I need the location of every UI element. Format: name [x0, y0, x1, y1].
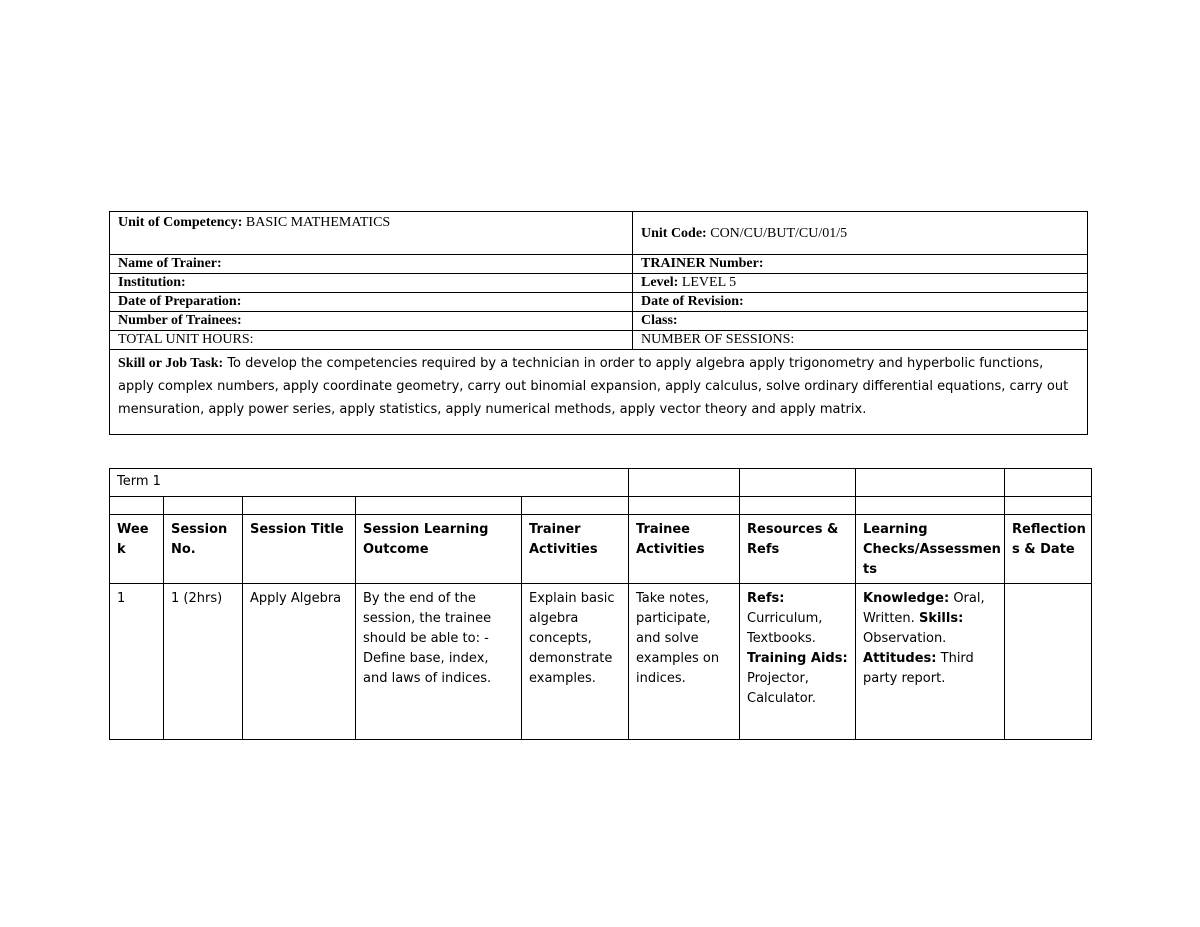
skill-or-job-task-label: Skill or Job Task: — [118, 356, 224, 371]
spacer-cell — [856, 497, 1005, 515]
knowledge-label: Knowledge: — [863, 591, 950, 606]
unit-code-label: Unit Code: — [641, 226, 707, 241]
number-of-sessions-label: NUMBER OF SESSIONS: — [641, 332, 795, 347]
table-row — [110, 584, 1092, 740]
skills-value: Observation. — [863, 631, 947, 646]
cell-trainer-activities: Explain basic algebra concepts, demonstrate examples. — [522, 584, 629, 740]
level-label: Level: — [641, 275, 679, 290]
number-of-sessions-cell — [633, 331, 1088, 350]
spacer-cell — [110, 497, 164, 515]
level-value: LEVEL 5 — [681, 275, 737, 290]
institution-label: Institution: — [118, 275, 186, 290]
cell-session-no: 1 (2hrs) — [164, 584, 243, 740]
training-aids-label: Training Aids: — [747, 651, 848, 666]
date-of-revision-cell — [633, 293, 1088, 312]
refs-label: Refs: — [747, 591, 785, 606]
header-trainer-activities: Trainer Activities — [522, 515, 629, 584]
unit-code-value: CON/CU/BUT/CU/01/5 — [710, 226, 848, 241]
term-empty-cell — [1005, 469, 1092, 497]
number-of-trainees-label: Number of Trainees: — [118, 313, 242, 328]
trainer-number-cell — [633, 255, 1088, 274]
header-session-title: Session Title — [243, 515, 356, 584]
total-unit-hours-cell — [110, 331, 633, 350]
level-cell — [633, 274, 1088, 293]
cell-trainee-activities: Take notes, participate, and solve examples on indices. — [629, 584, 740, 740]
cell-week: 1 — [110, 584, 164, 740]
knowledge-value: Oral, Written. — [863, 591, 985, 626]
term-empty-cell — [629, 469, 740, 497]
date-of-preparation-cell — [110, 293, 633, 312]
unit-of-competency-value: BASIC MATHEMATICS — [245, 215, 391, 230]
skills-label: Skills: — [918, 611, 964, 626]
header-week: Wee k — [110, 515, 164, 584]
cell-learning-outcome: By the end of the session, the trainee should be able to: - Define base, index, and laws of indices. — [356, 584, 522, 740]
header-reflections-date: Reflection s & Date — [1005, 515, 1092, 584]
class-label: Class: — [641, 313, 678, 328]
trainer-number-label: TRAINER Number: — [641, 256, 764, 271]
spacer-cell — [356, 497, 522, 515]
session-plan-table — [109, 468, 1092, 740]
unit-code-cell — [633, 212, 1088, 255]
spacer-cell — [629, 497, 740, 515]
unit-of-competency-cell — [110, 212, 633, 255]
header-resources-refs: Resources & Refs — [740, 515, 856, 584]
date-of-preparation-label: Date of Preparation: — [118, 294, 242, 309]
spacer-cell — [164, 497, 243, 515]
trainer-name-cell — [110, 255, 633, 274]
term-cell — [110, 469, 629, 497]
header-learning-outcome: Session Learning Outcome — [356, 515, 522, 584]
cell-reflections-date — [1005, 584, 1092, 740]
unit-of-competency-label: Unit of Competency: — [118, 215, 243, 230]
spacer-cell — [1005, 497, 1092, 515]
refs-value: Curriculum, Textbooks. — [747, 611, 823, 646]
institution-cell — [110, 274, 633, 293]
header-session-no: Session No. — [164, 515, 243, 584]
cell-session-title: Apply Algebra — [243, 584, 356, 740]
attitudes-value: Third party report. — [863, 651, 974, 686]
spacer-cell — [740, 497, 856, 515]
header-learning-checks: Learning Checks/Assessmen ts — [856, 515, 1005, 584]
cell-resources-refs — [740, 584, 856, 740]
trainer-name-label: Name of Trainer: — [118, 256, 222, 271]
spacer-cell — [243, 497, 356, 515]
cell-learning-checks — [856, 584, 1005, 740]
attitudes-label: Attitudes: — [863, 651, 937, 666]
skill-or-job-task-cell — [110, 350, 1088, 435]
training-aids-value: Projector, Calculator. — [747, 671, 816, 706]
unit-info-table — [109, 211, 1088, 435]
term-empty-cell — [856, 469, 1005, 497]
term-empty-cell — [740, 469, 856, 497]
header-trainee-activities: Trainee Activities — [629, 515, 740, 584]
spacer-cell — [522, 497, 629, 515]
skill-or-job-task-value: To develop the competencies required by a technician in order to apply algebra apply trigonometry and hyperbolic functions, apply complex numbers, apply coordinate geometry, carry out binomial expansion, apply calculus, solve ordinary differential equations, carry out mensuration, apply power series, apply statistics, apply numerical methods, apply vector theory and apply matrix. — [118, 356, 1069, 417]
number-of-trainees-cell — [110, 312, 633, 331]
date-of-revision-label: Date of Revision: — [641, 294, 744, 309]
total-unit-hours-label: TOTAL UNIT HOURS: — [118, 332, 254, 347]
class-cell — [633, 312, 1088, 331]
term-label: Term 1 — [117, 474, 161, 489]
